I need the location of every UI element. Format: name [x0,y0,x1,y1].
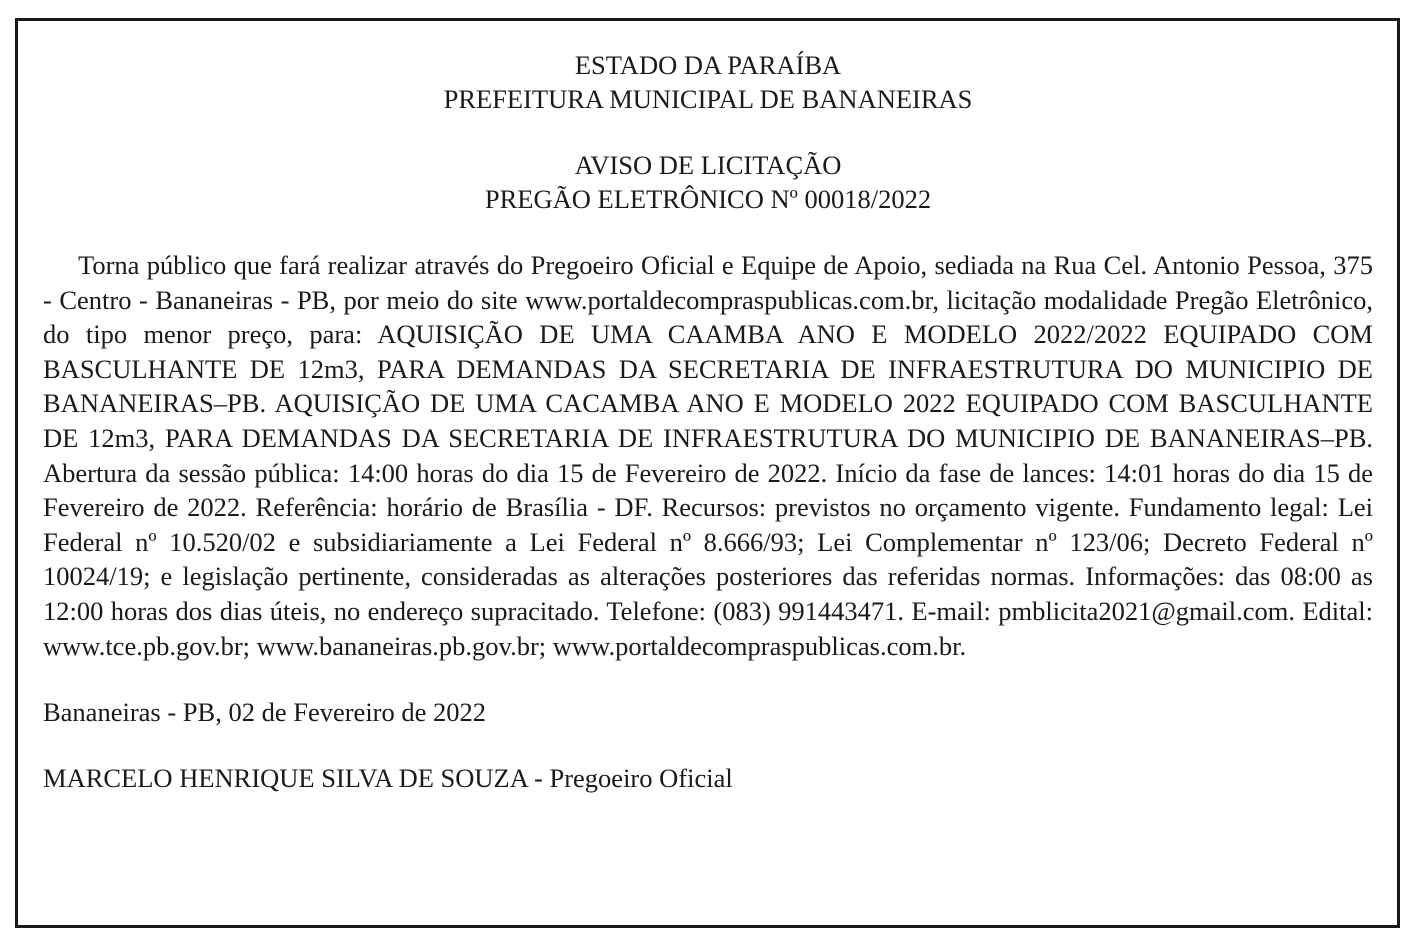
signature: MARCELO HENRIQUE SILVA DE SOUZA - Pregoeiro Oficial [43,763,733,794]
notice-content [43,48,1373,795]
notice-subtitle: PREGÃO ELETRÔNICO Nº 00018/2022 [484,184,932,214]
footer-spacer [43,663,1373,695]
body-spacer [43,216,1373,248]
heading-spacer [43,116,1373,148]
signature-spacer [43,729,1373,761]
notice-body: Torna público que fará realizar através do Pregoeiro Oficial e Equipe de Apoio, sediada na Rua Cel. Antonio Pessoa, 375 - Centro - Bananeiras - PB, por meio do site www.portaldecompraspublicas.com.br, licitação modalidade Pregão Eletrônico, do tipo menor preço, para: AQUISIÇÃO DE UMA CAAMBA ANO E MODELO 2022/2022 EQUIPADO COM BASCULHANTE DE 12m3, PARA DEMANDAS DA SECRETARIA DE INFRAESTRUTURA DO MUNICIPIO DE BANANEIRAS–PB. AQUISIÇÃO DE UMA CACAMBA ANO E MODELO 2022 EQUIPADO COM BASCULHANTE DE 12m3, PARA DEMANDAS DA SECRETARIA DE INFRAESTRUTURA DO MUNICIPIO DE BANANEIRAS–PB. Abertura da sessão pública: 14:00 horas do dia 15 de Fevereiro de 2022. Início da fase de lances: 14:01 horas do dia 15 de Fevereiro de 2022. Referência: horário de Brasília - DF. Recursos: previstos no orçamento vigente. Fundamento legal: Lei Federal nº 10.520/02 e subsidiariamente a Lei Federal nº 8.666/93; Lei Complementar nº 123/06; Decreto Federal nº 10024/19; e legislação pertinente, consideradas as alterações posteriores das referidas normas. Informações: das 08:00 as 12:00 horas dos dias úteis, no endereço supracitado. Telefone: (083) 991443471. E-mail: pmblicita2021@gmail.com. Edital: www.tce.pb.gov.br; www.bananeiras.pb.gov.br; www.portaldecompraspublicas.com.br. [43,250,1373,661]
notice-title: AVISO DE LICITAÇÃO [574,150,842,180]
state-heading: ESTADO DA PARAÍBA [574,50,842,80]
municipality-heading: PREFEITURA MUNICIPAL DE BANANEIRAS [443,84,973,114]
place-date: Bananeiras - PB, 02 de Fevereiro de 2022 [43,697,487,728]
